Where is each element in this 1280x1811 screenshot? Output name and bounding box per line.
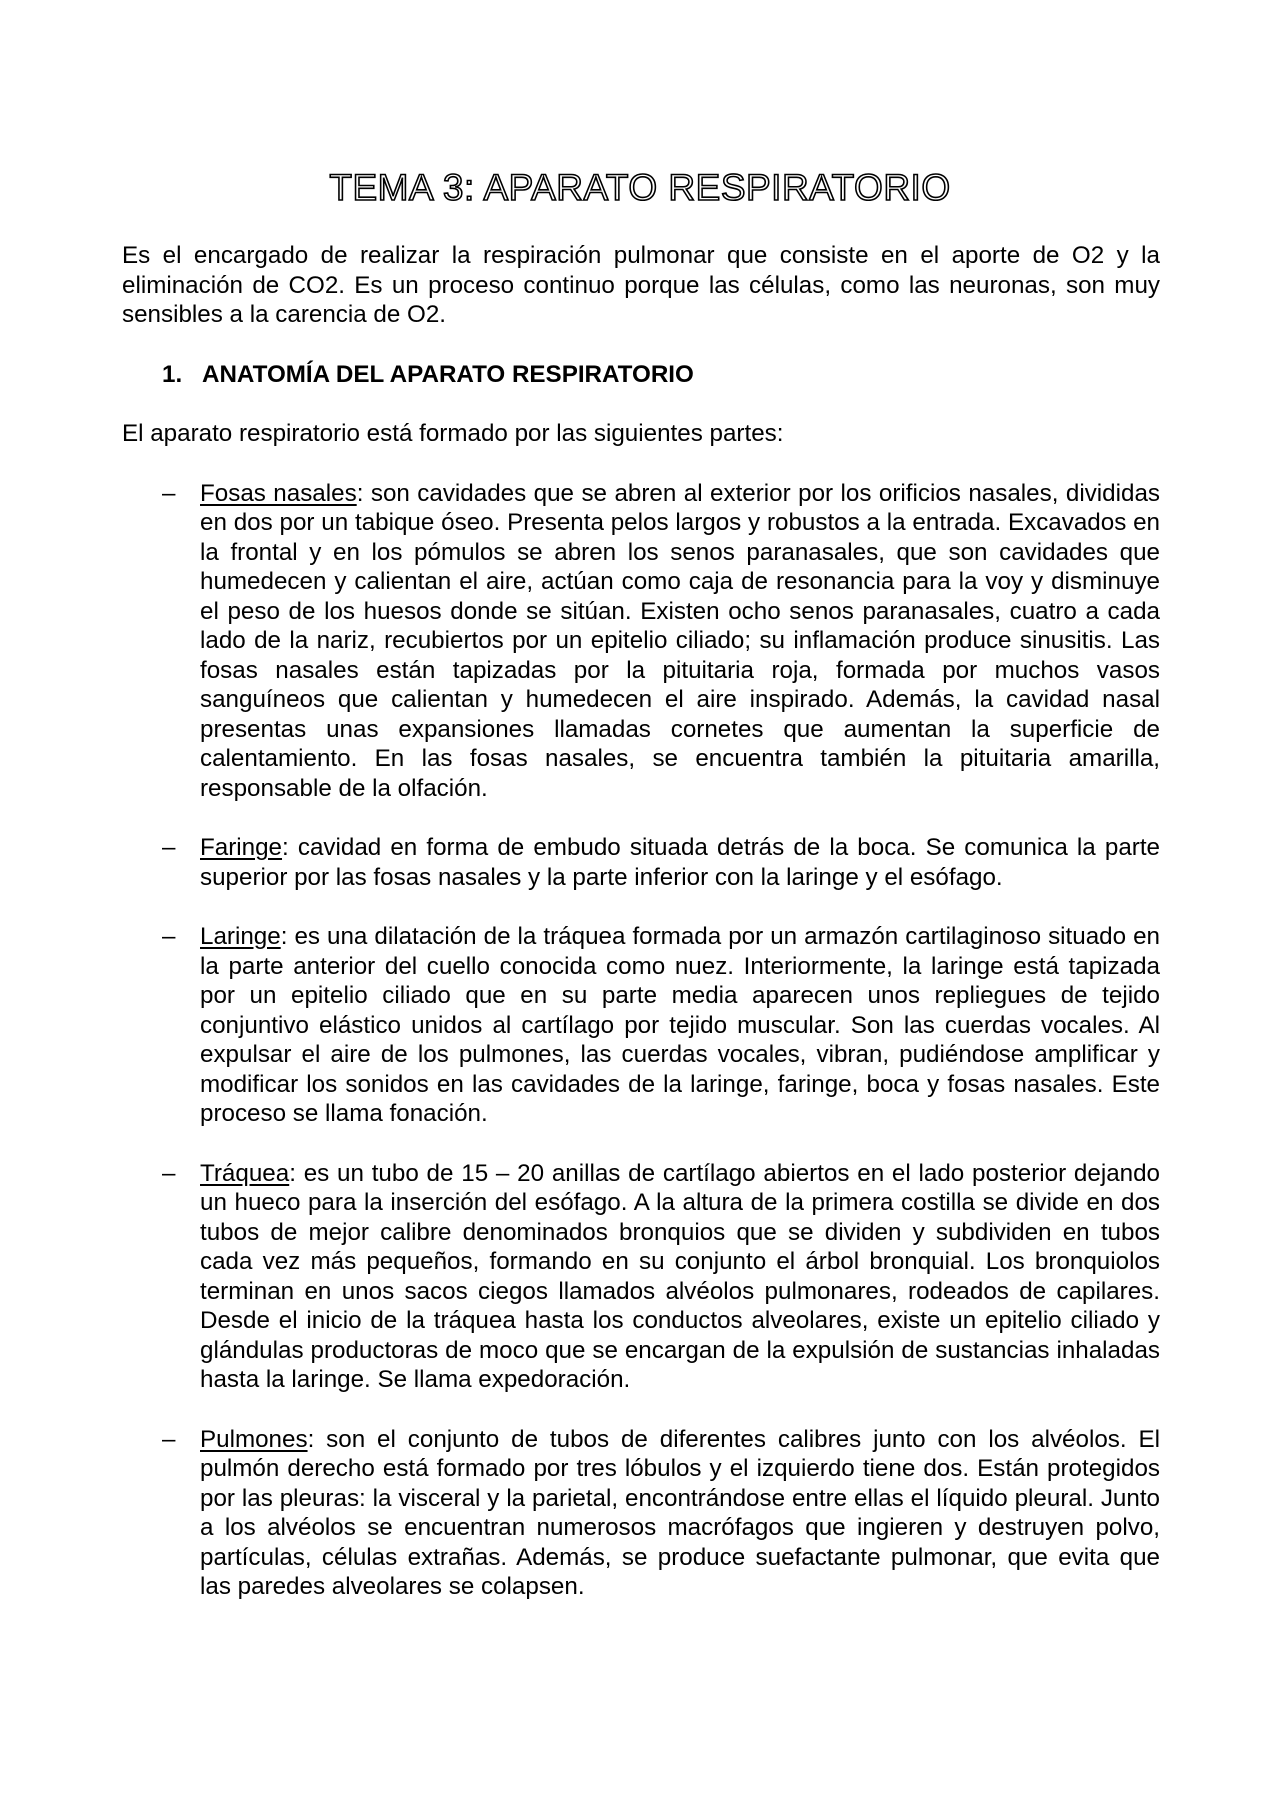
term-laringe: Laringe: [200, 923, 281, 950]
description-faringe: : cavidad en forma de embudo situada detrás de la boca. Se comunica la parte superior por las fosas nasales y la parte inferior con la laringe y el esófago.: [200, 834, 1160, 891]
description-traquea: : es un tubo de 15 – 20 anillas de cartílago abiertos en el lado posterior dejando un hueco para la inserción del esófago. A la altura de la primera costilla se divide en dos tubos de mejor calibre denominados bronquios que se dividen y subdividen en tubos cada vez más pequeños, formando en su conjunto el árbol bronquial. Los bronquiolos terminan en unos sacos ciegos llamados alvéolos pulmonares, rodeados de capilares. Desde el inicio de la tráquea hasta los conductos alveolares, existe un epitelio ciliado y glándulas productoras de moco que se encargan de la expulsión de sustancias inhaladas hasta la laringe. Se llama expedoración.: [200, 1159, 1160, 1393]
list-item: [122, 479, 1160, 804]
bullet-dash: –: [162, 479, 176, 507]
description-fosas-nasales: : son cavidades que se abren al exterior por los orificios nasales, divididas en dos por un tabique óseo. Presenta pelos largos y robustos a la entrada. Excavados en la frontal y en los pómulos se abren los senos paranasales, que son cavidades que humedecen y calientan el aire, actúan como caja de resonancia para la voy y disminuye el peso de los huesos donde se sitúan. Existen ocho senos paranasales, cuatro a cada lado de la nariz, recubiertos por un epitelio ciliado; su inflamación produce sinusitis. Las fosas nasales están tapizadas por la pituitaria roja, formada por muchos vasos sanguíneos que calientan y humedecen el aire inspirado. Además, la cavidad nasal presentas unas expansiones llamadas cornetes que aumentan la superficie de calentamiento. En las fosas nasales, se encuentra también la pituitaria amarilla, responsable de la olfación.: [200, 479, 1160, 802]
list-item: [122, 1159, 1160, 1395]
bullet-dash: –: [162, 923, 176, 950]
list-item-body: [200, 922, 1160, 1129]
description-laringe: : es una dilatación de la tráquea formada por un armazón cartilaginoso situado en la parte anterior del cuello conocida como nuez. Interiormente, la laringe está tapizada por un epitelio ciliado que en su parte media aparecen unos repliegues de tejido conjuntivo elástico unidos al cartílago por tejido muscular. Son las cuerdas vocales. Al expulsar el aire de los pulmones, las cuerdas vocales, vibran, pudiéndose amplificar y modificar los sonidos en las cavidades de la laringe, faringe, boca y fosas nasales. Este proceso se llama fonación.: [200, 923, 1160, 1127]
description-pulmones: : son el conjunto de tubos de diferentes calibres junto con los alvéolos. El pulmón derecho está formado por tres lóbulos y el izquierdo tiene dos. Están protegidos por las pleuras: la visceral y la parietal, encontrándose entre ellas el líquido pleural. Junto a los alvéolos se encuentran numerosos macrófagos que ingieren y destruyen polvo, partículas, células extrañas. Además, se produce suefactante pulmonar, que evita que las paredes alveolares se colapsen.: [200, 1425, 1160, 1600]
list-item-body: [200, 1159, 1160, 1395]
parts-list: [122, 479, 1160, 1602]
list-item-body: [200, 833, 1160, 892]
intro-paragraph: Es el encargado de realizar la respiración pulmonar que consiste en el aporte de O2 y la eliminación de CO2. Es un proceso continuo porque las células, como las neuronas, son muy sensibles a la carencia de O2.: [122, 242, 1160, 328]
term-fosas-nasales: Fosas nasales: [200, 479, 357, 507]
document-title: TEMA 3: APARATO RESPIRATORIO: [329, 167, 951, 208]
section-heading-text: ANATOMÍA DEL APARATO RESPIRATORIO: [202, 360, 694, 388]
list-item: [122, 922, 1160, 1129]
bullet-dash: –: [162, 834, 176, 861]
list-item-body: [200, 1425, 1160, 1602]
bullet-dash: –: [162, 1425, 176, 1453]
lead-paragraph: El aparato respiratorio está formado por las siguientes partes:: [122, 420, 784, 447]
list-item-body: [200, 479, 1160, 804]
bullet-dash: –: [162, 1159, 176, 1187]
list-item: [122, 1425, 1160, 1602]
document-body: [122, 241, 1160, 1632]
list-item: [122, 833, 1160, 892]
term-faringe: Faringe: [200, 834, 283, 861]
section-heading: [122, 360, 1160, 390]
term-traquea: Tráquea: [200, 1159, 290, 1187]
section-number: 1.: [162, 360, 183, 388]
term-pulmones: Pulmones: [200, 1425, 308, 1453]
